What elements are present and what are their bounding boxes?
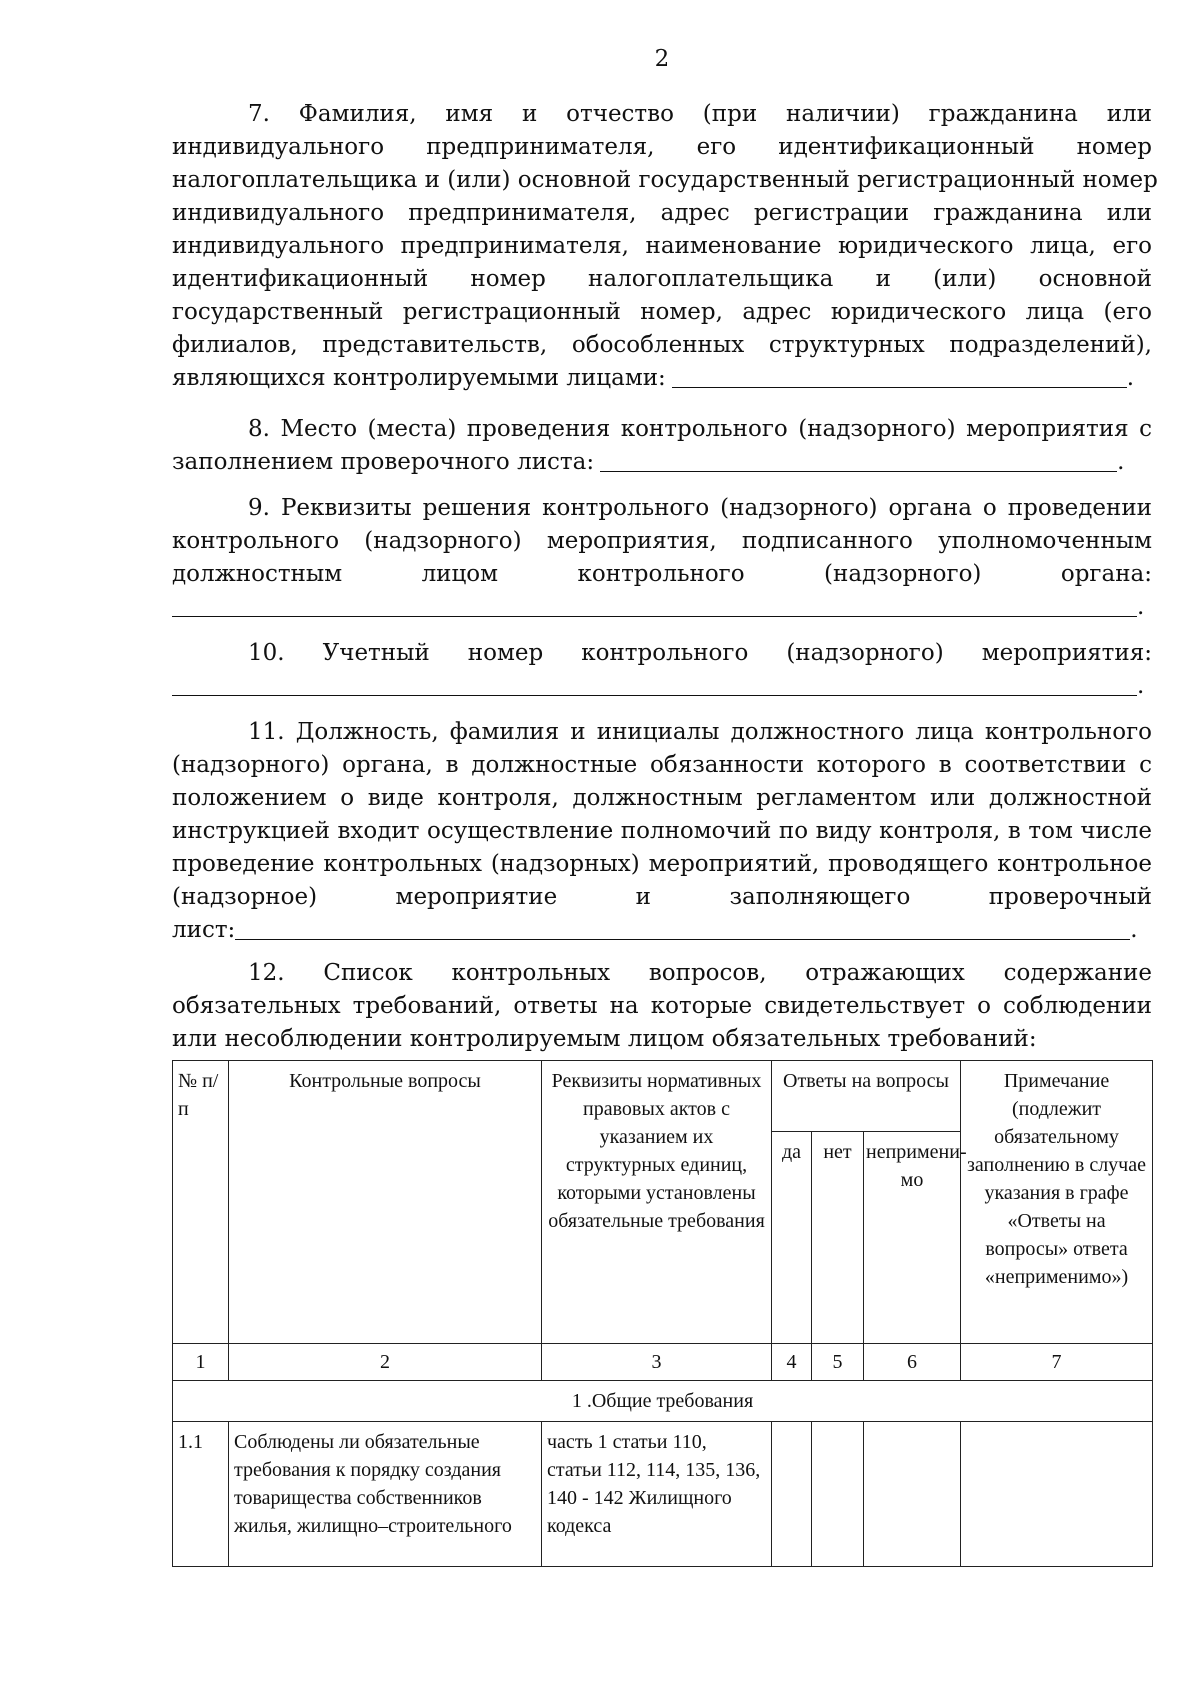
text-line: (надзорное) мероприятие и заполняющего проверочный (172, 884, 1152, 910)
answer-na-cell[interactable] (864, 1422, 961, 1567)
text-line: 9. Реквизиты решения контрольного (надзорного) органа о проведении (248, 495, 1152, 521)
text-line: государственный регистрационный номер, адрес юридического лица (его (172, 299, 1152, 325)
text-line: должностным лицом контрольного (надзорного) органа: (172, 561, 1152, 587)
fill-label: являющихся контролируемыми лицами: (172, 365, 666, 391)
end-mark: . (1137, 673, 1145, 699)
blank-field[interactable] (600, 446, 1117, 472)
column-number: 2 (229, 1344, 542, 1381)
text-line: инструкцией входит осуществление полномочий по виду контроля, в том числе (172, 818, 1152, 844)
text-line: (надзорного) органа, в должностные обязанности которого в соответствии с (172, 752, 1152, 778)
checklist-table (172, 1060, 1153, 1567)
fill-line (172, 591, 1152, 624)
text-line: индивидуального предпринимателя, его идентификационный номер (172, 134, 1152, 160)
paragraph-11 (172, 716, 1152, 947)
text-line: контрольного (надзорного) мероприятия, подписанного уполномоченным (172, 528, 1152, 554)
column-number: 4 (772, 1344, 812, 1381)
end-mark: . (1117, 449, 1125, 475)
note-cell[interactable] (961, 1422, 1153, 1567)
end-mark: . (1126, 365, 1135, 391)
paragraph-12 (172, 957, 1152, 1056)
fill-line (172, 914, 1152, 947)
group-header-row (173, 1381, 1153, 1422)
column-number: 6 (864, 1344, 961, 1381)
text-line: филиалов, представительств, обособленных структурных подразделений), (172, 332, 1152, 358)
page-number: 2 (654, 46, 670, 72)
blank-field[interactable] (672, 362, 1127, 388)
text-line: 12. Список контрольных вопросов, отражающих содержание (248, 960, 1152, 986)
paragraph-9 (172, 492, 1152, 624)
row-question: Соблюдены ли обязательные требования к порядку создания товарищества собственников жилья, жилищно–строительного (229, 1422, 542, 1567)
column-numbers-row (173, 1344, 1153, 1381)
paragraph-10 (172, 637, 1152, 703)
answer-no-cell[interactable] (812, 1422, 864, 1567)
fill-line (172, 362, 1152, 395)
paragraph-8 (172, 413, 1152, 479)
header-no: нет (812, 1132, 864, 1344)
fill-line (172, 670, 1152, 703)
text-line: идентификационный номер налогоплательщика и (или) основной (172, 266, 1152, 292)
table-header-row (173, 1061, 1153, 1132)
fill-label: заполнением проверочного листа: (172, 449, 595, 475)
table-row (173, 1422, 1153, 1567)
text-line: 8. Место (места) проведения контрольного (надзорного) мероприятия с (248, 416, 1152, 442)
blank-field[interactable] (235, 914, 1130, 940)
text-line: 11. Должность, фамилия и инициалы должностного лица контрольного (248, 719, 1152, 745)
header-answers: Ответы на вопросы (772, 1061, 961, 1132)
column-number: 3 (542, 1344, 772, 1381)
group-title: 1 .Общие требования (173, 1381, 1153, 1422)
text-line: или несоблюдении контролируемым лицом обязательных требований: (172, 1026, 1037, 1052)
text-line: обязательных требований, ответы на которые свидетельствует о соблюдении (172, 993, 1152, 1019)
header-yes: да (772, 1132, 812, 1344)
header-questions: Контрольные вопросы (229, 1061, 542, 1344)
header-note: Примечание (подлежит обязательному заполнению в случае указания в графе «Ответы на вопросы» ответа «неприменимо») (961, 1061, 1153, 1344)
end-mark: . (1137, 594, 1145, 620)
text-line: 7. Фамилия, имя и отчество (при наличии) гражданина или (248, 101, 1152, 127)
row-num: 1.1 (173, 1422, 229, 1567)
fill-label: лист: (172, 917, 236, 943)
blank-field[interactable] (172, 591, 1137, 617)
row-requisites: часть 1 статьи 110, статьи 112, 114, 135, 136, 140 - 142 Жилищного кодекса (542, 1422, 772, 1567)
text-line: налогоплательщика и (или) основной государственный регистрационный номер (172, 167, 1158, 193)
text-line: проведение контрольных (надзорных) мероприятий, проводящего контрольное (172, 851, 1152, 877)
text-line: индивидуального предпринимателя, наименование юридического лица, его (172, 233, 1152, 259)
end-mark: . (1130, 917, 1138, 943)
fill-line (172, 446, 1152, 479)
column-number: 7 (961, 1344, 1153, 1381)
header-num: № п/п (173, 1061, 229, 1344)
text-line: положением о виде контроля, должностным регламентом или должностной (172, 785, 1152, 811)
text-line: индивидуального предпринимателя, адрес регистрации гражданина или (172, 200, 1152, 226)
paragraph-7 (172, 98, 1158, 395)
answer-yes-cell[interactable] (772, 1422, 812, 1567)
column-number: 1 (173, 1344, 229, 1381)
blank-field[interactable] (172, 670, 1137, 696)
header-na: неприменимо (864, 1132, 961, 1344)
column-number: 5 (812, 1344, 864, 1381)
header-requisites: Реквизиты нормативных правовых актов с указанием их структурных единиц, которыми установлены обязательные требования (542, 1061, 772, 1344)
text-line: 10. Учетный номер контрольного (надзорного) мероприятия: (248, 640, 1152, 666)
